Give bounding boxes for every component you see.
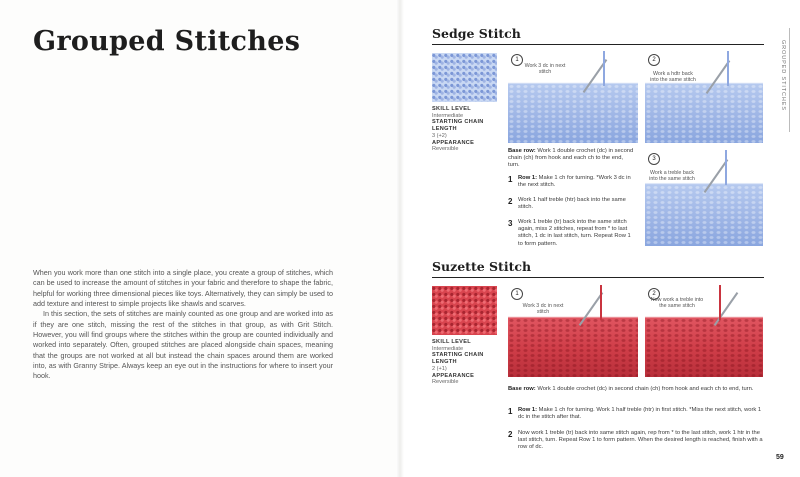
step-caption: Work 3 dc in next stitch: [524, 63, 566, 76]
yarn-strand: [603, 51, 605, 86]
suzette-title: Suzette Stitch: [432, 259, 532, 274]
sedge-step-3-photo: [645, 150, 763, 246]
suzette-step-1-photo: [508, 285, 638, 377]
step-caption: Now work a treble into the same stitch: [650, 297, 704, 310]
sedge-row-3: [518, 219, 636, 248]
sedge-step-1-photo: [508, 51, 638, 143]
row-number: 2: [508, 197, 513, 206]
step-number-badge: 1: [511, 54, 523, 66]
step-caption: Work a treble back into the same stitch: [649, 170, 695, 183]
step-number-badge: 3: [648, 153, 660, 165]
sedge-title: Sedge Stitch: [432, 26, 521, 41]
row-label: Row 1:: [518, 175, 538, 181]
suzette-step-2-photo: [645, 285, 763, 377]
sedge-base-row: [508, 148, 636, 170]
row-number: 1: [508, 407, 513, 416]
skill-level-label: SKILL LEVEL: [432, 339, 471, 345]
yarn-strand: [727, 51, 729, 86]
row-text: Make 1 ch for turning. *Work 3 dc in the next stitch.: [518, 175, 631, 189]
base-row-label: Base row:: [508, 386, 536, 392]
sedge-row-2: [518, 197, 636, 211]
appearance-value: Reversible: [432, 146, 459, 153]
sedge-meta: [432, 106, 502, 153]
sedge-row-1: [518, 175, 636, 189]
chain-length-label-2: LENGTH: [432, 359, 457, 366]
row-text: Work 1 treble (tr) back into the same stitch again, miss 2 stitches, repeat from * to last stitch, 1 dc in last stitch, turn. Repeat Row 1 to form pattern.: [518, 219, 631, 247]
book-gutter: [396, 0, 404, 477]
intro-paragraph-2: In this section, the sets of stitches are mainly counted as one group and are worked into as if they are one stitch, missing the rest of the stitches in that group, as with Grit Stitch. However, you will find groups where the stitches within the group are counted individually and worked into separately. Often, grouped stitches are placed alongside chain spaces, meaning that the groups are not worked at all but instead the chain spaces around them are worked into, as with Granny Stripe. Always keep an eye out in the instructions for where to insert your hook.: [33, 309, 333, 381]
row-text: Make 1 ch for turning. Work 1 half treble (htr) in first stitch. *Miss the next stitch, work 1 dc in the stitch after that.: [518, 407, 762, 421]
row-text: Work 1 half treble (htr) back into the same stitch.: [518, 197, 626, 211]
chain-length-value: 3 (+2): [432, 132, 447, 139]
suzette-meta: [432, 339, 502, 386]
skill-level-label: SKILL LEVEL: [432, 106, 471, 112]
step-number-badge: 2: [648, 54, 660, 66]
chain-length-label: STARTING CHAIN: [432, 352, 484, 359]
base-row-text: Work 1 double crochet (dc) in second chain (ch) from hook and each ch to end, turn.: [537, 386, 754, 392]
skill-level-value: Intermediate: [432, 112, 464, 119]
page-number: 59: [776, 454, 784, 461]
side-tab: [776, 40, 788, 160]
row-text: Now work 1 treble (tr) back into same stitch again, rep from * to the last stitch, work 1 htr in the last stitch, turn. Repeat Row 1 to form pattern. When the desired length is reached, finish with a row of dc.: [518, 430, 763, 451]
suzette-row-2: [518, 430, 763, 452]
appearance-value: Reversible: [432, 379, 459, 386]
row-number: 3: [508, 219, 513, 228]
side-tab-divider: [789, 28, 790, 132]
appearance-label: APPEARANCE: [432, 139, 475, 146]
sedge-swatch-image: [432, 53, 497, 102]
step-number-badge: 2: [648, 288, 660, 300]
step-caption: Work a hdtr back into the same stitch: [650, 71, 696, 84]
chain-length-label-2: LENGTH: [432, 126, 457, 133]
suzette-row-1: [518, 407, 763, 421]
skill-level-value: Intermediate: [432, 345, 464, 352]
page-title: Grouped Stitches: [33, 26, 301, 57]
intro-text: [33, 268, 333, 382]
suzette-base-row: [508, 386, 763, 393]
base-row-label: Base row:: [508, 148, 536, 154]
intro-paragraph-1: When you work more than one stitch into a single place, you create a group of stitches, which can be used to increase the amount of stitches in your fabric and therefore to shape the fabric, helpful for working three dimensional pieces like toys. Alternatively, they can simply be used to add texture and interest to simple projects like shawls and scarves.: [33, 268, 333, 309]
yarn-strand: [600, 285, 602, 320]
base-row-text: Work 1 double crochet (dc) in second chain (ch) from hook and each ch to the end, turn.: [508, 148, 634, 169]
sedge-rule: [432, 44, 764, 45]
sedge-step-2-photo: [645, 51, 763, 143]
step-number-badge: 1: [511, 288, 523, 300]
suzette-swatch-image: [432, 286, 497, 335]
step-caption: Work 3 dc in next stitch: [522, 303, 564, 316]
suzette-rule: [432, 277, 764, 278]
row-number: 1: [508, 175, 513, 184]
row-label: Row 1:: [518, 407, 538, 413]
row-number: 2: [508, 430, 513, 439]
appearance-label: APPEARANCE: [432, 372, 475, 379]
yarn-strand: [725, 150, 727, 185]
chain-length-value: 2 (+1): [432, 365, 447, 372]
side-tab-label: GROUPED STITCHES: [780, 40, 786, 111]
chain-length-label: STARTING CHAIN: [432, 119, 484, 126]
yarn-strand: [719, 285, 721, 320]
